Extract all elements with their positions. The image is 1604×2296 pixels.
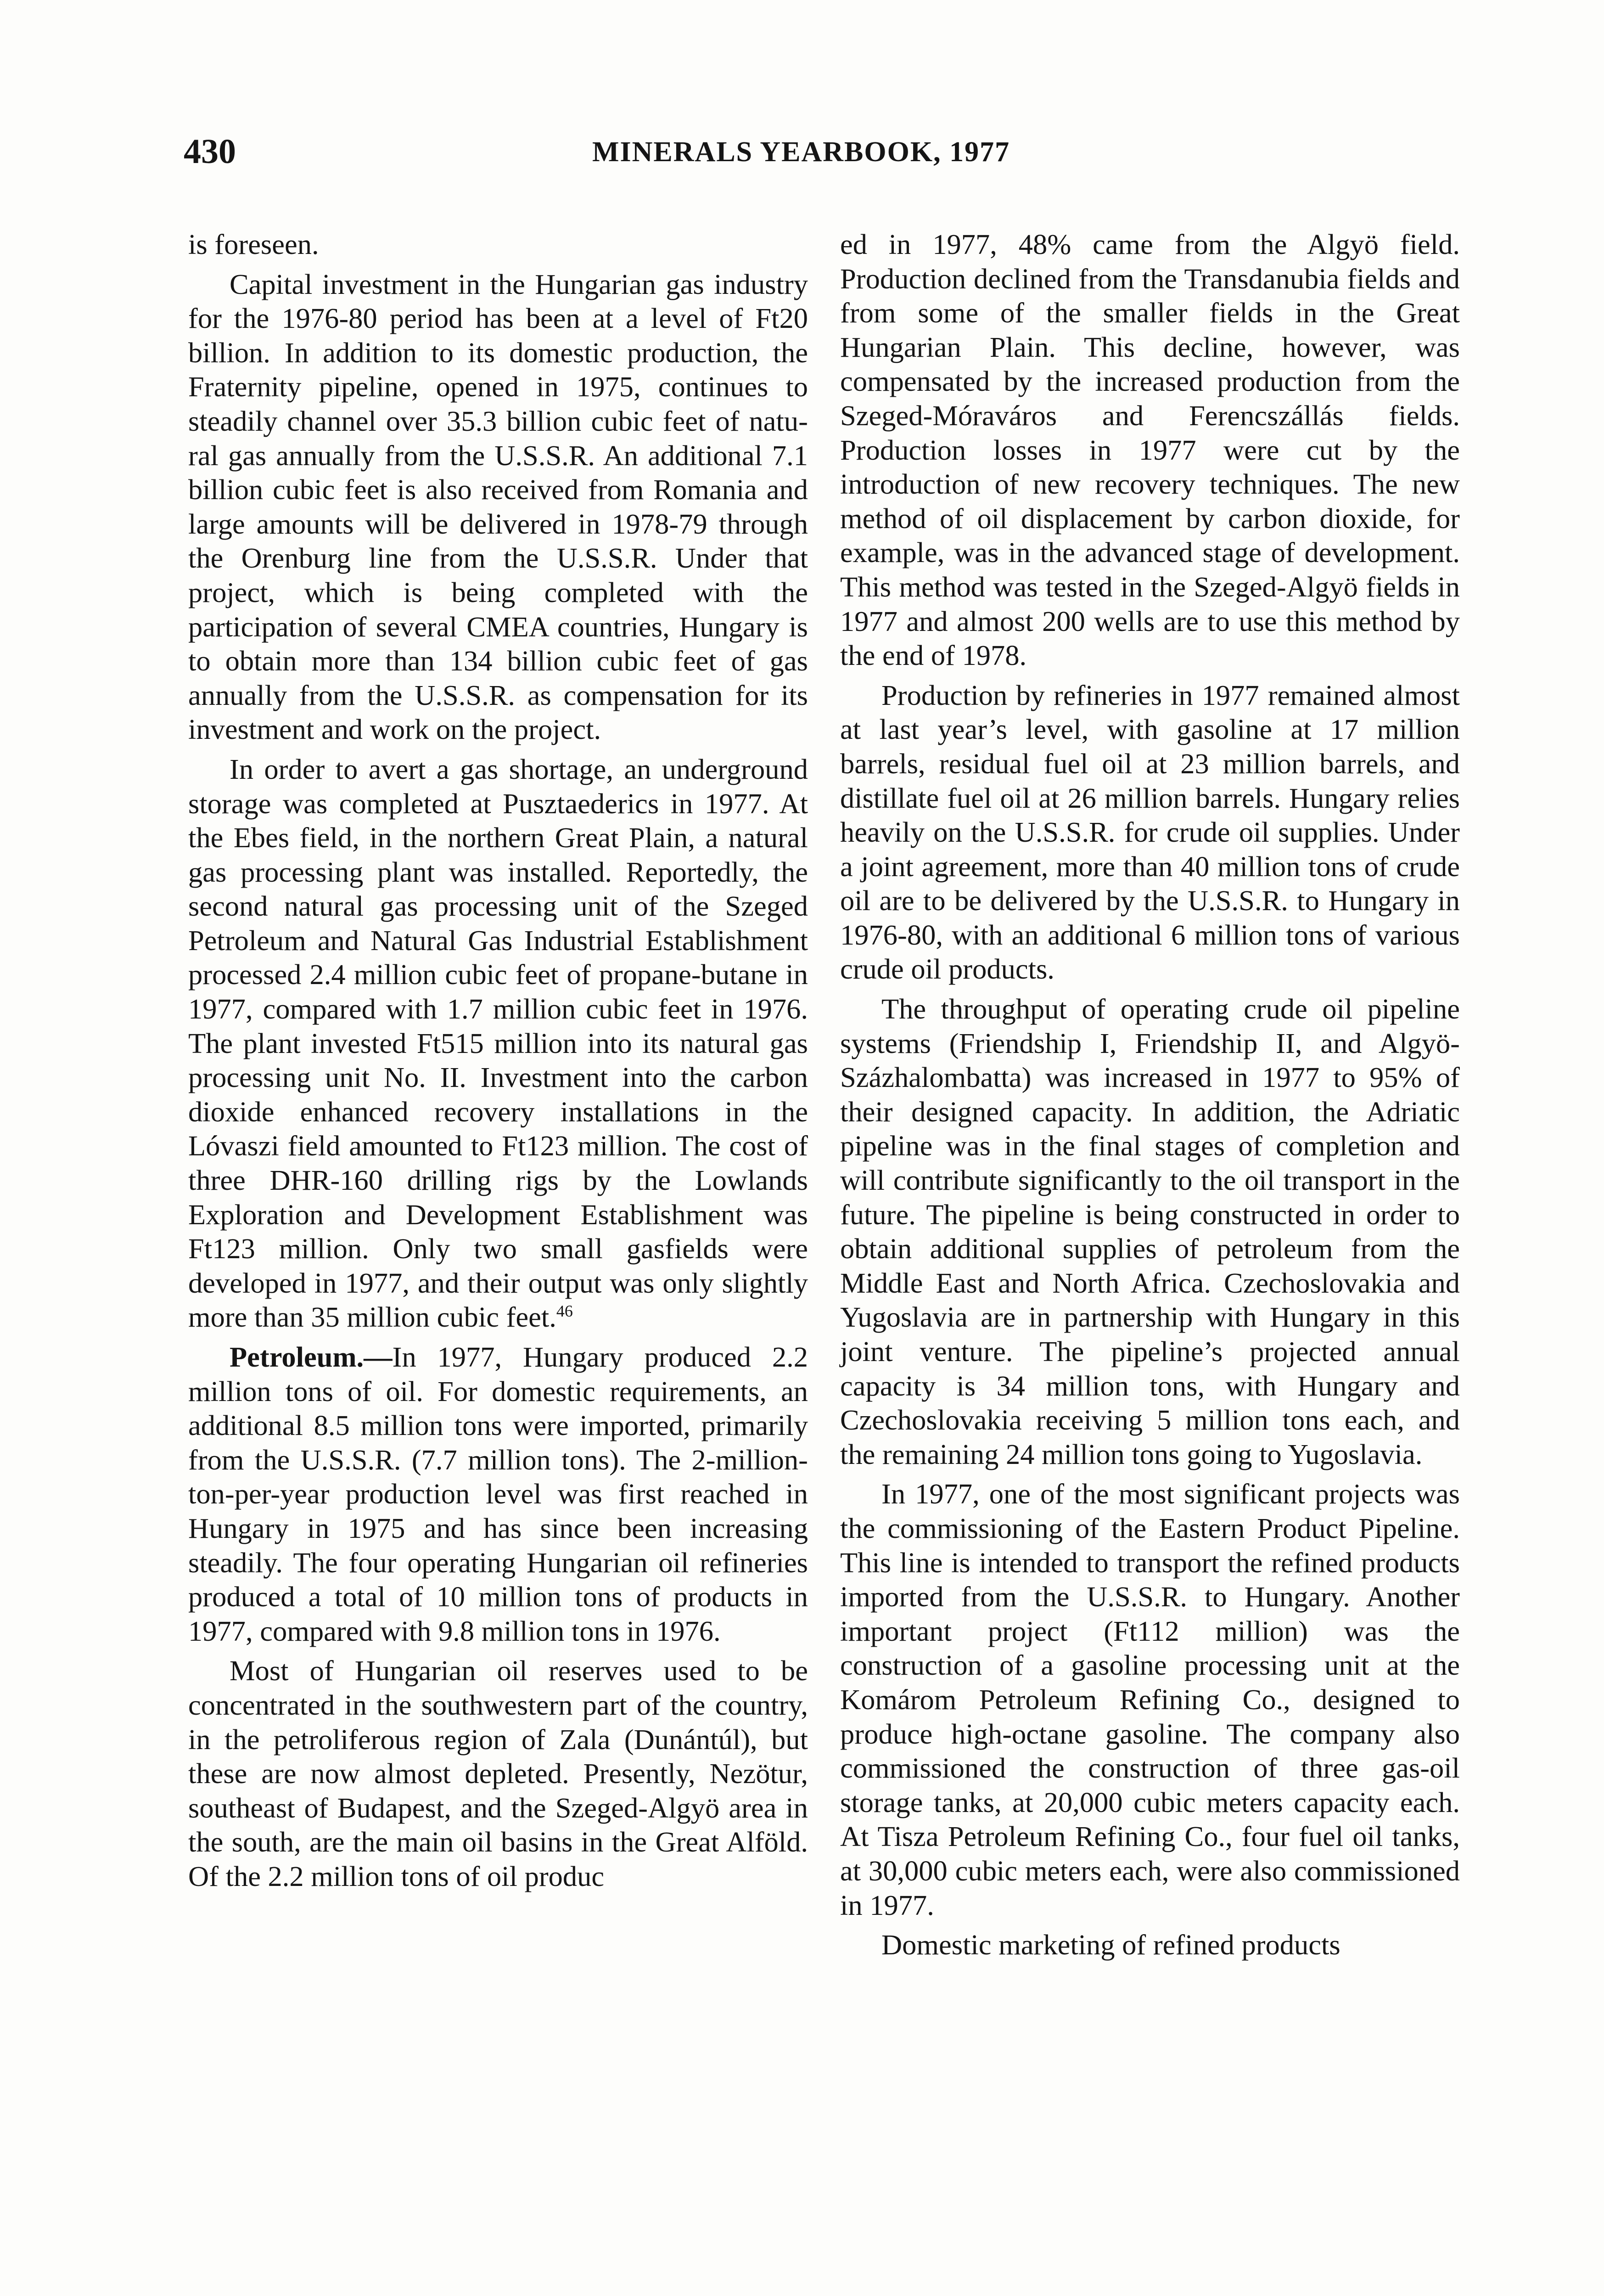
paragraph-gas-storage (188, 752, 808, 1334)
footnote-reference: 46 (556, 1302, 573, 1321)
section-heading-petroleum: Petroleum.— (230, 1341, 393, 1373)
paragraph-projects: In 1977, one of the most significant projects was the commissioning of the Eastern Product Pipeline. This line is intended to transport the refined products imported from the U.S.S.R. to Hungary. Another important project (Ft112 million) was the construction of a gasoline processing unit at the Komárom Petroleum Refining Co., designed to produce high-octane gasoline. The company also commissioned the construction of three gas-oil storage tanks, at 20,000 cubic meters capacity each. At Tisza Petroleum Refining Co., four fuel oil tanks, at 30,000 cubic meters each, were also commissioned in 1977. (840, 1478, 1460, 1921)
paragraph-refineries: Production by refineries in 1977 remained almost at last year’s level, with gasoline at 17 million barrels, residual fuel oil at 23 million barrels, and distillate fuel oil at 26 million barrels. Hungary relies heavily on the U.S.S.R. for crude oil supplies. Under a joint agreement, more than 40 million tons of crude oil are to be delivered by the U.S.S.R. to Hungary in 1976-80, with an additional 6 million tons of various crude oil products. (840, 679, 1460, 985)
page-number: 430 (184, 132, 236, 171)
paragraph-algyo-production: ed in 1977, 48% came from the Algyö field. Production declined from the Transdanubia fields and from some of the smaller fields in the Great Hungarian Plain. This decline, however, was compensated by the increased production from the Szeged-Móraváros and Ferencszállás fields. Production losses in 1977 were cut by the introduction of new recovery techniques. The new method of oil displacement by carbon dioxide, for example, was in the advanced stage of development. This method was tested in the Szeged-Algyö fields in 1977 and almost 200 wells are to use this method by the end of 1978. (840, 228, 1460, 672)
paragraph-gas-investment: Capital investment in the Hungarian gas industry for the 1976-80 period has been at a level of Ft20 billion. In addition to its domestic production, the Fraternity pipeline, opened in 1975, continues to steadily channel over 35.3 billion cubic feet of natural gas annually from the U.S.S.R. An additional 7.1 billion cubic feet is also received from Romania and large amounts will be delivered in 1978-79 through the Orenburg line from the U.S.S.R. Under that project, which is being completed with the participation of several CMEA countries, Hungary is to obtain more than 134 billion cubic feet of gas annually from the U.S.S.R. as compensation for its investment and work on the project. (188, 268, 808, 746)
paragraph-gas-storage-text: In order to avert a gas shortage, an underground storage was completed at Pusztaederics in 1977. At the Ebes field, in the northern Great Plain, a natural gas processing plant was installed. Reportedly, the second natural gas processing unit of the Szeged Petroleum and Natural Gas Industrial Establishment processed 2.4 million cubic feet of propane-butane in 1977, compared with 1.7 million cubic feet in 1976. The plant invested Ft515 million into its natural gas processing unit No. II. Investment into the carbon dioxide enhanced recovery installations in the Lóvaszi field amounted to Ft123 million. The cost of three DHR-160 drilling rigs by the Lowlands Exploration and Development Establishment was Ft123 million. Only two small gasfields were developed in 1977, and their output was only slightly more than 35 million cubic feet. (188, 753, 808, 1334)
paragraph-petroleum (188, 1340, 808, 1648)
paragraph-pipelines: The throughput of operating crude oil pipeline systems (Friendship I, Friendship II, and Algyö-Százhalombatta) was increased in 1977 to 95% of their designed capacity. In addition, the Adriatic pipeline was in the final stages of completion and will contribute significantly to the oil transport in the future. The pipeline is being constructed in order to obtain additional supplies of petroleum from the Middle East and North Africa. Czechoslovakia and Yugoslavia are in partnership with Hungary in this joint venture. The pipeline’s projected annual capacity is 34 million tons, with Hungary and Czechoslovakia receiving 5 million tons each, and the remaining 24 million tons going to Yugoslavia. (840, 993, 1460, 1470)
right-column (840, 227, 1460, 1968)
running-title: MINERALS YEARBOOK, 1977 (592, 136, 1010, 168)
paragraph-domestic-marketing: Domestic marketing of refined products (881, 1929, 1340, 1961)
paragraph-continuation: is foreseen. (188, 228, 319, 260)
paragraph-petroleum-text: In 1977, Hungary produced 2.2 million tons of oil. For domestic requirements, an additional 8.5 million tons were imported, primarily from the U.S.S.R. (7.7 million tons). The 2-million-ton-per-year production level was first reached in Hungary in 1975 and has since been increasing steadily. The four operating Hungarian oil refineries produced a total of 10 million tons of products in 1977, compared with 9.8 million tons in 1976. (188, 1341, 808, 1647)
paragraph-oil-reserves: Most of Hungarian oil reserves used to be concentrated in the southwestern part of the country, in the petroliferous region of Zala (Dunántúl), but these are now almost depleted. Presently, Nezötur, southeast of Budapest, and the Szeged-Algyö area in the south, are the main oil basins in the Great Alföld. Of the 2.2 million tons of oil produc (188, 1654, 808, 1892)
left-column (188, 227, 808, 1899)
